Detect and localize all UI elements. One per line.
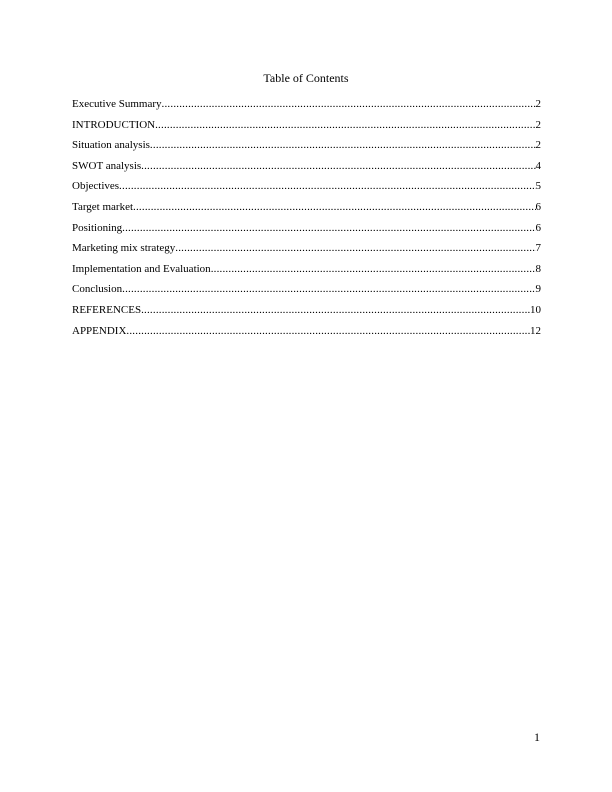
toc-entry-introduction[interactable] bbox=[72, 119, 541, 140]
toc-leader-dots bbox=[162, 98, 536, 111]
page-number: 1 bbox=[534, 730, 540, 744]
toc-list bbox=[72, 98, 541, 345]
toc-entry-target-market[interactable] bbox=[72, 201, 541, 222]
toc-entry-marketing-mix-strategy[interactable] bbox=[72, 242, 541, 263]
toc-title: Table of Contents bbox=[263, 71, 349, 85]
toc-entry-page: 8 bbox=[535, 262, 541, 275]
toc-entry-appendix[interactable] bbox=[72, 325, 541, 346]
toc-entry-label: Positioning bbox=[72, 221, 123, 234]
toc-entry-executive-summary[interactable] bbox=[72, 98, 541, 119]
toc-entry-page: 7 bbox=[535, 242, 541, 255]
toc-entry-implementation-and-evaluation[interactable] bbox=[72, 263, 541, 284]
toc-entry-conclusion[interactable] bbox=[72, 283, 541, 304]
toc-leader-dots bbox=[150, 139, 536, 152]
toc-entry-label: Executive Summary bbox=[72, 98, 162, 110]
toc-entry-situation-analysis[interactable] bbox=[72, 139, 541, 160]
toc-leader-dots bbox=[126, 325, 530, 338]
toc-entry-label: Implementation and Evaluation bbox=[72, 262, 211, 275]
toc-leader-dots bbox=[122, 283, 535, 296]
toc-entry-page: 2 bbox=[535, 139, 541, 152]
toc-leader-dots bbox=[175, 242, 535, 255]
toc-leader-dots bbox=[211, 263, 536, 276]
toc-entry-positioning[interactable] bbox=[72, 222, 541, 243]
toc-entry-label: REFERENCES bbox=[72, 303, 142, 316]
toc-entry-label: Objectives bbox=[72, 180, 120, 193]
toc-entry-label: Target market bbox=[72, 200, 134, 213]
toc-leader-dots bbox=[141, 160, 535, 173]
toc-leader-dots bbox=[155, 119, 535, 132]
toc-entry-label: INTRODUCTION bbox=[72, 118, 156, 131]
toc-entry-label: Marketing mix strategy bbox=[72, 242, 176, 255]
toc-entry-page: 4 bbox=[535, 159, 541, 172]
toc-entry-page: 10 bbox=[530, 303, 541, 316]
toc-entry-label: APPENDIX bbox=[72, 324, 127, 337]
toc-entry-label: Situation analysis bbox=[72, 139, 150, 152]
toc-entry-label: Conclusion bbox=[72, 283, 123, 296]
toc-entry-objectives[interactable] bbox=[72, 180, 541, 201]
toc-entry-page: 2 bbox=[535, 118, 541, 131]
toc-entry-page: 5 bbox=[535, 180, 541, 193]
toc-entry-page: 6 bbox=[535, 200, 541, 213]
toc-entry-swot-analysis[interactable] bbox=[72, 160, 541, 181]
toc-leader-dots bbox=[133, 201, 535, 214]
toc-leader-dots bbox=[141, 304, 530, 317]
toc-leader-dots bbox=[119, 180, 535, 193]
toc-entry-page: 12 bbox=[530, 324, 541, 337]
toc-entry-label: SWOT analysis bbox=[72, 159, 142, 172]
toc-entry-references[interactable] bbox=[72, 304, 541, 325]
toc-entry-page: 6 bbox=[535, 221, 541, 234]
toc-entry-page: 2 bbox=[535, 98, 541, 110]
toc-entry-page: 9 bbox=[535, 283, 541, 296]
toc-leader-dots bbox=[122, 222, 535, 235]
